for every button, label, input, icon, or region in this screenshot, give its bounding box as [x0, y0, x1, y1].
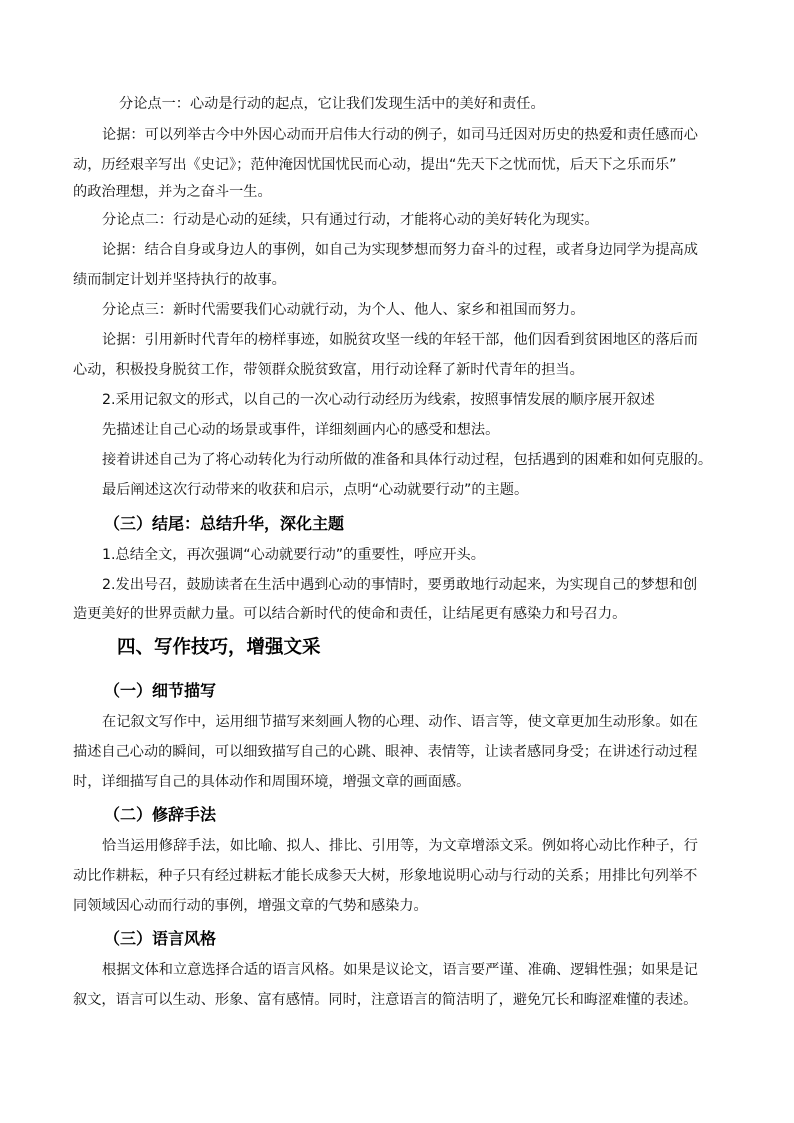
section-heading: （三）结尾：总结升华，深化主题 [104, 514, 345, 533]
section-heading: （一）细节描写 [104, 681, 217, 700]
paragraph-line: 造更美好的世界贡献力量。可以结合新时代的使命和责任，让结尾更有感染力和号召力。 [73, 606, 627, 622]
paragraph-line: 同领域因心动而行动的事例，增强文章的气势和感染力。 [73, 898, 428, 914]
paragraph-line: 论据：可以列举古今中外因心动而开启伟大行动的例子，如司马迁因对历史的热爱和责任感而心 [102, 127, 698, 143]
paragraph-line: 分论点一：心动是行动的起点，它让我们发现生活中的美好和责任。 [119, 96, 545, 112]
chapter-heading: 四、写作技巧，增强文采 [117, 637, 321, 658]
paragraph-line: 2.采用记叙文的形式，以自己的一次心动行动经历为线索，按照事情发展的顺序展开叙述 [102, 392, 655, 408]
paragraph-line: 叙文，语言可以生动、形象、富有感情。同时，注意语言的简洁明了，避免冗长和晦涩难懂的表述。 [73, 992, 698, 1008]
paragraph-line: 根据文体和立意选择合适的语言风格。如果是议论文，语言要严谨、准确、逻辑性强；如果是记 [102, 962, 698, 978]
section-heading: （三）语言风格 [104, 929, 217, 948]
paragraph-line: 接着讲述自己为了将心动转化为行动所做的准备和具体行动过程，包括遇到的困难和如何克服的。 [102, 452, 713, 468]
paragraph-line: 动，历经艰辛写出《史记》；范仲淹因忧国忧民而心动，提出“先天下之忧而忧，后天下之乐而乐” [73, 157, 677, 173]
paragraph-line: 描述自己心动的瞬间，可以细致描写自己的心跳、眼神、表情等，让读者感同身受；在讲述行动过程 [73, 744, 698, 760]
paragraph-line: 先描述让自己心动的场景或事件，详细刻画内心的感受和想法。 [102, 422, 500, 438]
paragraph-line: 恰当运用修辞手法，如比喻、拟人、排比、引用等，为文章增添文采。例如将心动比作种子，行 [102, 838, 698, 854]
paragraph-line: 论据：结合自身或身边人的事例，如自己为实现梦想而努力奋斗的过程，或者身边同学为提高成 [102, 242, 698, 258]
paragraph-line: 在记叙文写作中，运用细节描写来刻画人物的心理、动作、语言等，使文章更加生动形象。如在 [102, 714, 698, 730]
paragraph-line: 最后阐述这次行动带来的收获和启示，点明“心动就要行动”的主题。 [102, 482, 529, 498]
paragraph-line: 分论点二：行动是心动的延续，只有通过行动，才能将心动的美好转化为现实。 [102, 212, 599, 228]
paragraph-line: 论据：引用新时代青年的榜样事迹，如脱贫攻坚一线的年轻干部，他们因看到贫困地区的落后而 [102, 332, 698, 348]
paragraph-line: 时，详细描写自己的具体动作和周围环境，增强文章的画面感。 [73, 774, 471, 790]
paragraph-line: 绩而制定计划并坚持执行的故事。 [73, 272, 286, 288]
paragraph-line: 心动，积极投身脱贫工作，带领群众脱贫致富，用行动诠释了新时代青年的担当。 [73, 362, 584, 378]
paragraph-line: 分论点三：新时代需要我们心动就行动，为个人、他人、家乡和祖国而努力。 [102, 302, 585, 318]
paragraph-line: 的政治理想，并为之奋斗一生。 [73, 184, 272, 200]
paragraph-line: 2.发出号召，鼓励读者在生活中遇到心动的事情时，要勇敢地行动起来，为实现自己的梦想和创 [102, 577, 698, 593]
section-heading: （二）修辞手法 [104, 805, 217, 824]
paragraph-line: 动比作耕耘，种子只有经过耕耘才能长成参天大树，形象地说明心动与行动的关系；用排比句列举不 [73, 868, 698, 884]
paragraph-line: 1.总结全文，再次强调“心动就要行动”的重要性，呼应开头。 [102, 547, 485, 563]
